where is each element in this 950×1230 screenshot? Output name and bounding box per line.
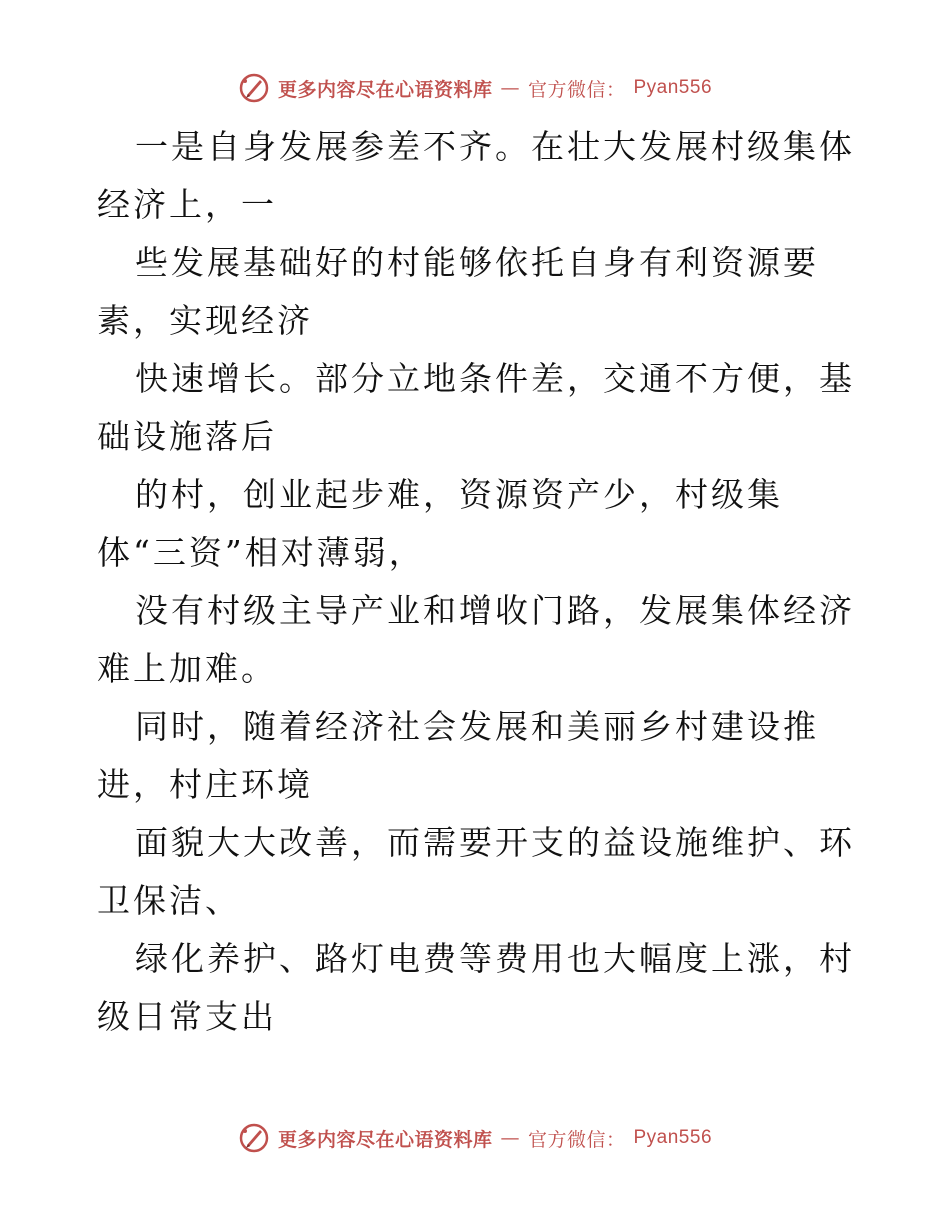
- footer-banner: [0, 1122, 950, 1154]
- banner-main-text: 更多内容尽在心语资料库: [277, 78, 493, 101]
- paragraph: 面貌大大改善，而需要开支的益设施维护、环卫保洁、: [97, 823, 855, 920]
- header-banner: [0, 72, 950, 104]
- banner-dash: —: [500, 77, 520, 99]
- banner-wechat-id: Pyan556: [633, 1127, 713, 1148]
- quill-pen-logo-icon: [238, 72, 270, 104]
- paragraph: 绿化养护、路灯电费等费用也大幅度上涨，村级日常支出: [97, 939, 855, 1036]
- paragraph: 些发展基础好的村能够依托自身有利资源要素，实现经济: [97, 243, 819, 340]
- banner-main-text: 更多内容尽在心语资料库: [277, 1128, 493, 1151]
- banner-dash: —: [500, 1127, 520, 1149]
- quill-pen-logo-icon: [238, 1122, 270, 1154]
- banner-wechat-label: 官方微信：: [527, 1128, 626, 1151]
- paragraph: 快速增长。部分立地条件差，交通不方便，基础设施落后: [97, 359, 855, 456]
- document-body: [97, 118, 857, 1046]
- paragraph: 没有村级主导产业和增收门路，发展集体经济难上加难。: [97, 591, 855, 688]
- banner-wechat-label: 官方微信：: [527, 78, 626, 101]
- banner-wechat-id: Pyan556: [633, 77, 713, 98]
- paragraph: 同时，随着经济社会发展和美丽乡村建设推进，村庄环境: [97, 707, 819, 804]
- paragraph: 的村，创业起步难，资源资产少，村级集体“三资”相对薄弱，: [97, 475, 783, 572]
- paragraph: 一是自身发展参差不齐。在壮大发展村级集体经济上，一: [97, 127, 855, 224]
